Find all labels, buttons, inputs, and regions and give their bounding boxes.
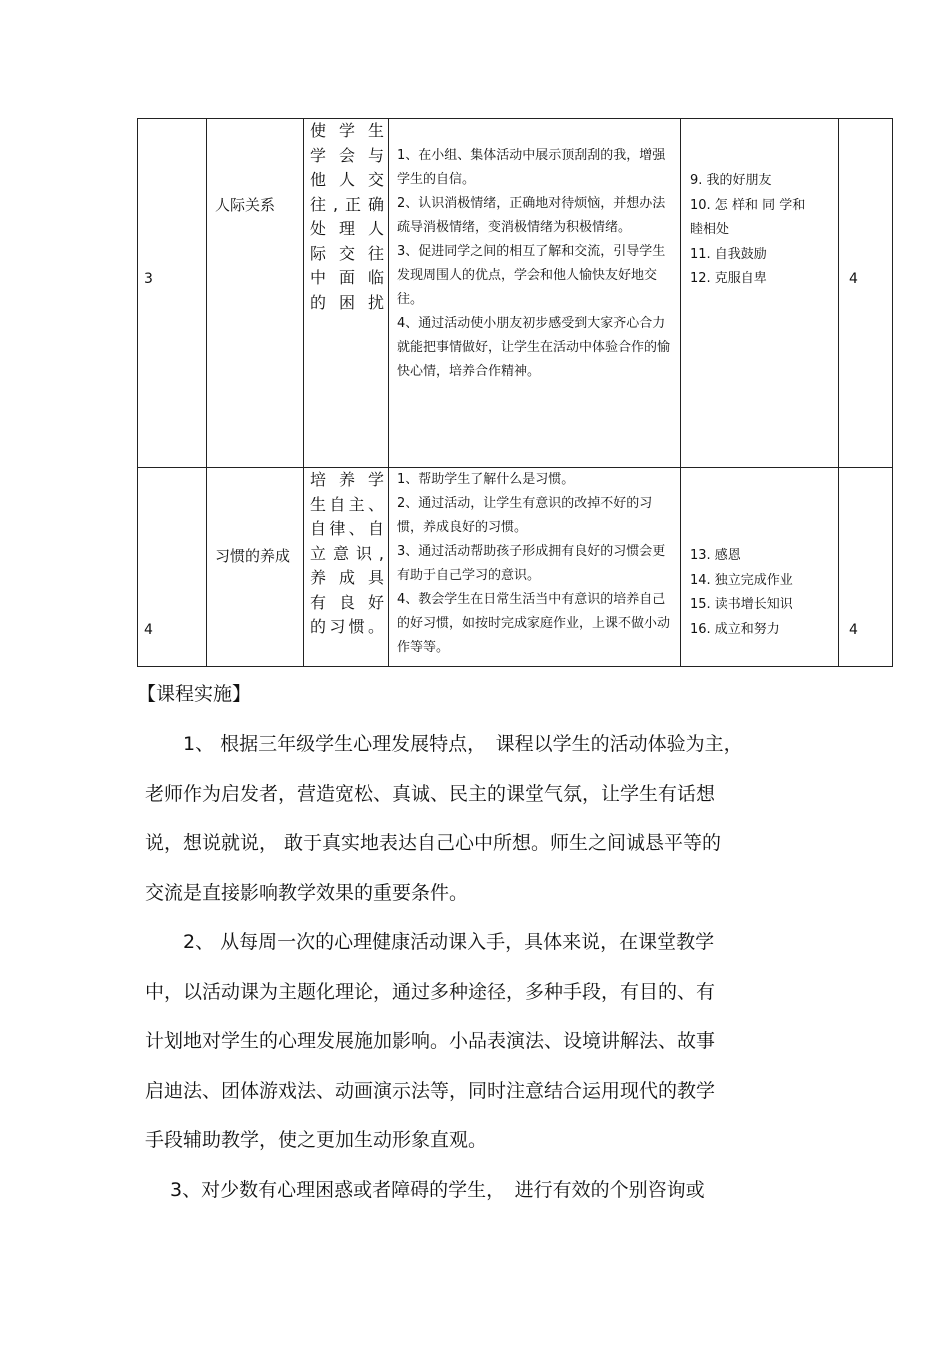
- paragraph-line: 老师作为启发者，营造宽松、真诚、民主的课堂气氛，让学生有话想: [145, 782, 716, 805]
- goal-line: 使学生: [310, 121, 384, 140]
- topic-cell: [207, 119, 304, 468]
- table-row: [138, 468, 893, 667]
- table-row: [138, 119, 893, 468]
- content-cell: [389, 468, 681, 667]
- goal-line: 的困扰: [310, 292, 384, 312]
- lesson-item: 16. 成立和努力: [690, 621, 780, 637]
- goal-line: 有良好: [310, 592, 384, 612]
- row-number: 3: [144, 271, 153, 287]
- goal-line: 的习惯。: [310, 617, 384, 636]
- goal-line: 立意识,: [310, 543, 384, 563]
- paragraph-line: 启迪法、团体游戏法、动画演示法等，同时注意结合运用现代的教学: [145, 1079, 716, 1102]
- goal-line: 际交往: [310, 243, 384, 263]
- lesson-count-cell: [839, 119, 893, 468]
- lesson-item: 11. 自我鼓励: [690, 246, 767, 262]
- topic-text: 习惯的养成: [215, 547, 291, 565]
- section-title: 【课程实施】: [137, 683, 252, 705]
- topic-text: 人际关系: [215, 196, 276, 214]
- lesson-item: 14. 独立完成作业: [690, 572, 793, 588]
- goal-cell: [304, 119, 389, 468]
- lesson-item: 15. 读书增长知识: [690, 597, 793, 612]
- paragraph-line: 中，以活动课为主题化理论，通过多种途径，多种手段，有目的、有: [145, 980, 716, 1003]
- goal-cell: [304, 468, 389, 667]
- lessons-cell: [681, 119, 839, 468]
- lessons-cell: [681, 468, 839, 667]
- body-paragraphs: [145, 720, 795, 1215]
- paragraph-line: 说，想说就说， 敢于真实地表达自己心中所想。师生之间诚恳平等的: [145, 832, 722, 854]
- paragraph-line: 计划地对学生的心理发展施加影响。小品表演法、设境讲解法、故事: [145, 1030, 716, 1052]
- row-number-cell: [138, 468, 207, 667]
- lesson-item: 10. 怎 样和 同 学和: [690, 197, 806, 213]
- content-item: 4、通过活动使小朋友初步感受到大家齐心合力就能把事情做好，让学生在活动中体验合作的愉快心情，培养合作精神。: [397, 316, 671, 379]
- paragraph-line: 手段辅助教学，使之更加生动形象直观。: [145, 1129, 488, 1151]
- goal-line: 他人交: [310, 170, 384, 189]
- lesson-count: 4: [849, 622, 858, 638]
- content-item: 3、通过活动帮助孩子形成拥有良好的习惯会更有助于自己学习的意识。: [397, 544, 666, 583]
- curriculum-table: [137, 118, 893, 667]
- content-item: 2、认识消极情绪，正确地对待烦恼，并想办法疏导消极情绪，变消极情绪为积极情绪。: [397, 196, 666, 235]
- paragraph-line: 交流是直接影响教学效果的重要条件。: [145, 881, 469, 904]
- goal-line: 养成具: [310, 568, 384, 587]
- lesson-count: 4: [849, 271, 858, 287]
- goal-line: 培养学: [310, 470, 384, 489]
- content-item: 2、通过活动，让学生有意识的改掉不好的习惯，养成良好的习惯。: [397, 496, 653, 535]
- topic-cell: [207, 468, 304, 667]
- content-item: 1、在小组、集体活动中展示顶刮刮的我，增强学生的自信。: [397, 148, 666, 187]
- content-item: 4、教会学生在日常生活当中有意识的培养自己的好习惯，如按时完成家庭作业，上课不做小动作等等。: [397, 592, 671, 655]
- content-item: 1、帮助学生了解什么是习惯。: [397, 472, 575, 487]
- goal-line: 中面临: [310, 268, 384, 287]
- lesson-item: 睦相处: [690, 222, 730, 237]
- row-number-cell: [138, 119, 207, 468]
- lesson-item: 13. 感恩: [690, 548, 741, 563]
- paragraph-line: 3、对少数有心理困惑或者障碍的学生， 进行有效的个别咨询或: [145, 1178, 705, 1201]
- lesson-count-cell: [839, 468, 893, 667]
- content-item: 3、促进同学之间的相互了解和交流，引导学生发现周围人的优点，学会和他人愉快友好地交往。: [397, 244, 666, 307]
- row-number: 4: [144, 622, 153, 638]
- goal-line: 往,正确: [310, 194, 384, 214]
- goal-line: 处理人: [310, 219, 384, 238]
- paragraph-line: 2、 从每周一次的心理健康活动课入手，具体来说，在课堂教学: [145, 931, 715, 953]
- goal-line: 生自主、: [310, 494, 384, 514]
- lesson-item: 12. 克服自卑: [690, 271, 767, 286]
- lesson-item: 9. 我的好朋友: [690, 173, 772, 188]
- paragraph-line: 1、 根据三年级学生心理发展特点， 课程以学生的活动体验为主，: [145, 733, 743, 755]
- goal-line: 自律、自: [310, 519, 384, 538]
- content-cell: [389, 119, 681, 468]
- goal-line: 学会与: [310, 145, 384, 165]
